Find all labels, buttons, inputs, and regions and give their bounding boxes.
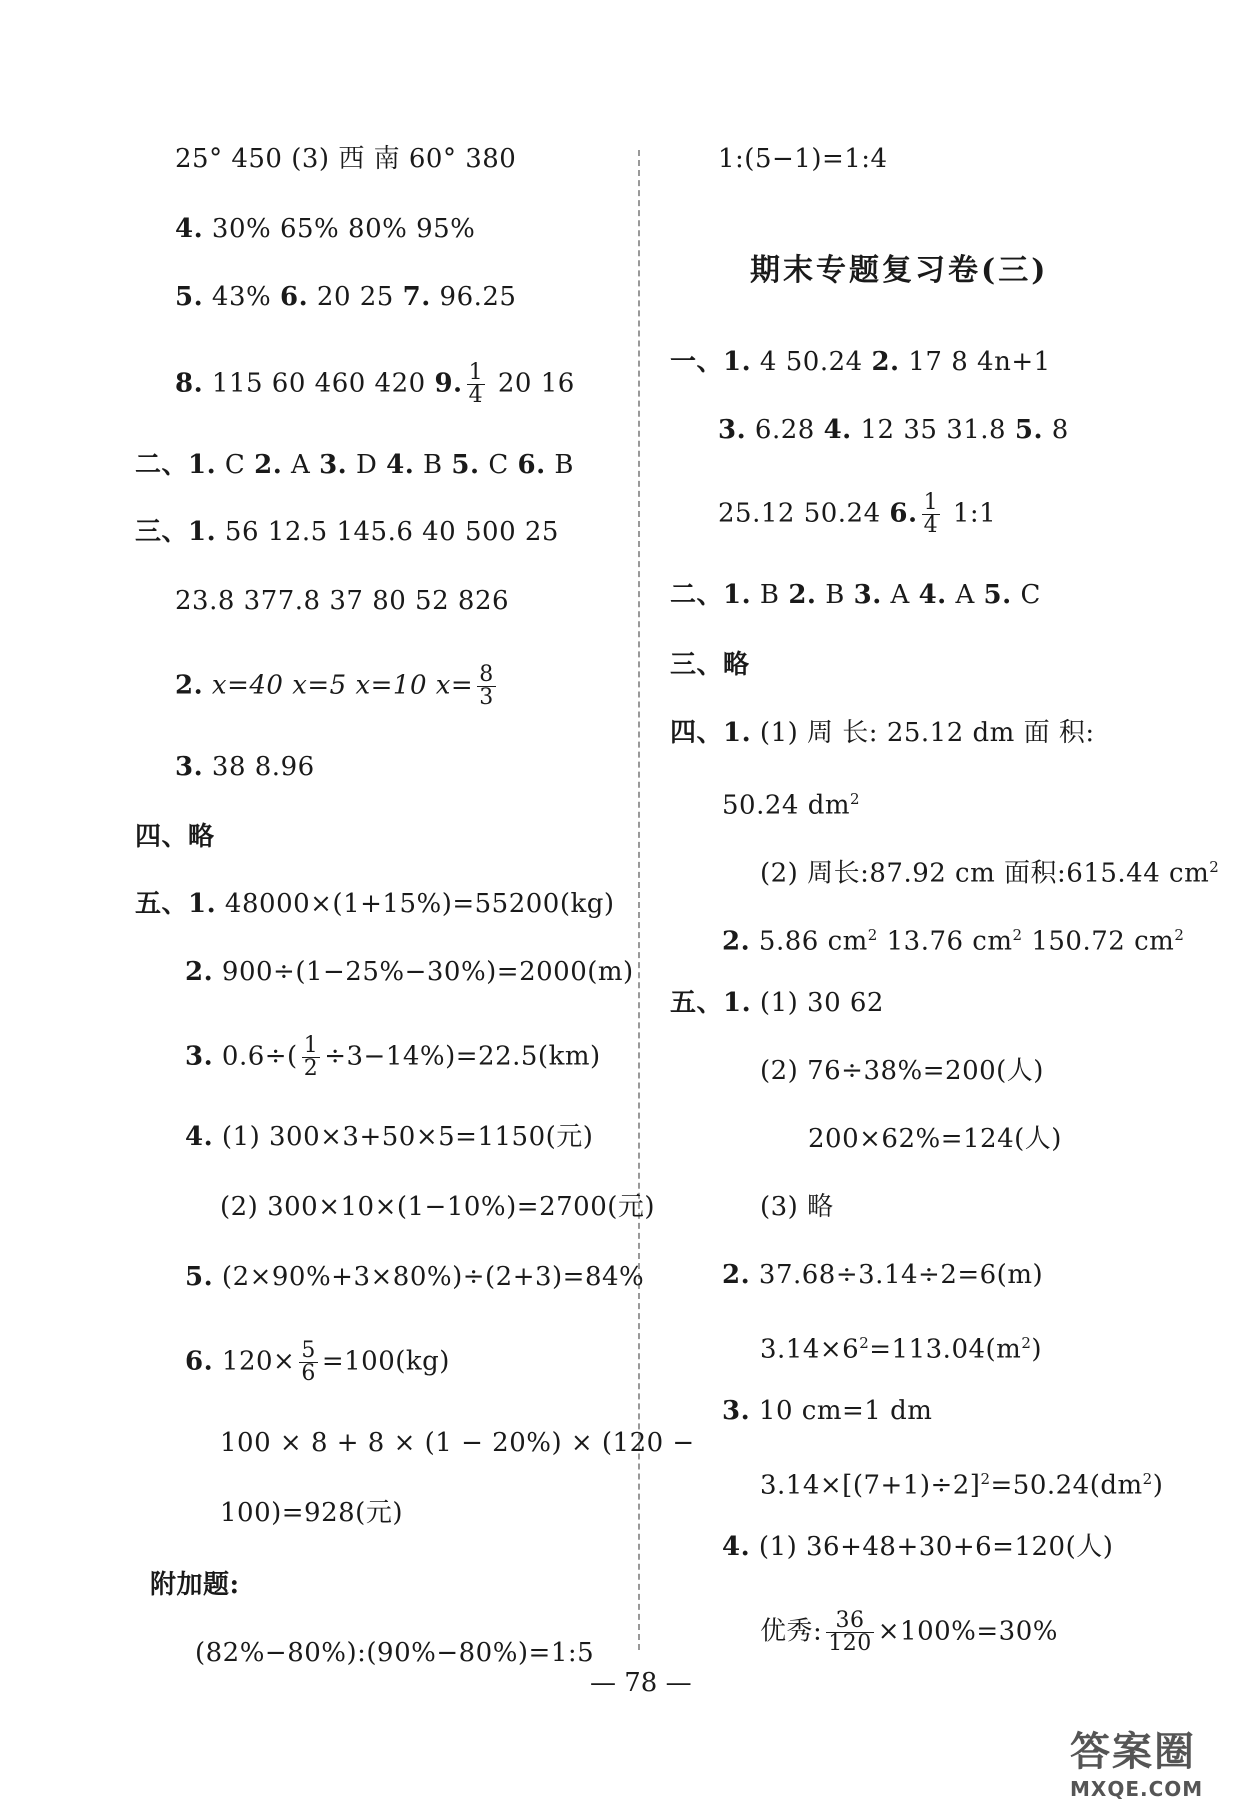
answer-line: $3.14\times 6^2=113.04(m^2)$ xyxy=(760,1334,1043,1365)
answer-line: 3. 10 cm=1 dm xyxy=(722,1396,933,1426)
answer-line: 4. (1) 300×3+50×5=1150(元) xyxy=(185,1122,594,1152)
fraction: $\frac{1}{4}$ xyxy=(923,490,939,538)
answer-line: 五、1. (1) 30 62 xyxy=(670,988,884,1018)
answer-line: 4. 30% 65% 80% 95% xyxy=(175,214,476,244)
answer-line: 200×62%=124(人) xyxy=(808,1124,1062,1154)
answer-line: 100 × 8 + 8 × (1 − 20%) × (120 − xyxy=(220,1428,695,1458)
answer-line: 2. 900÷(1−25%−30%)=2000(m) xyxy=(185,957,634,987)
answer-line: 优秀: $\frac{36}{120}$ ×100%=30% xyxy=(760,1608,1058,1656)
answer-line: 25.12 50.24 6. $\frac{1}{4}$ 1:1 xyxy=(718,490,997,538)
section-heading: 附加题: xyxy=(150,1570,240,1600)
page-number: — 78 — xyxy=(590,1668,692,1698)
answer-line: 23.8 377.8 37 80 52 826 xyxy=(175,586,510,616)
section-heading: 三、略 xyxy=(670,650,750,680)
watermark-logo: 答案圈 MXQE.COM xyxy=(1070,1728,1204,1801)
fraction: $\frac{36}{120}$ xyxy=(828,1608,872,1656)
answer-line: 2. 37.68÷3.14÷2=6(m) xyxy=(722,1260,1044,1290)
fraction: $\frac{1}{4}$ xyxy=(468,360,484,408)
answer-line: 四、1. (1) 周 长: 25.12 dm 面 积: xyxy=(670,718,1095,748)
answer-line: 2. 5.86 $cm^2$ 13.76 $cm^2$ 150.72 $cm^2$ xyxy=(722,926,1185,957)
column-divider xyxy=(638,150,640,1650)
answer-line: (2) 76÷38%=200(人) xyxy=(760,1056,1044,1086)
answer-line: 二、1. C 2. A 3. D 4. B 5. C 6. B xyxy=(135,450,575,480)
answer-line: 6. 120× $\frac{5}{6}$ =100(kg) xyxy=(185,1338,450,1386)
answer-line: (82%−80%):(90%−80%)=1:5 xyxy=(195,1638,595,1668)
answer-line: 二、1. B 2. B 3. A 4. A 5. C xyxy=(670,580,1041,610)
fraction: $\frac{5}{6}$ xyxy=(301,1338,316,1386)
section-heading: 四、略 xyxy=(135,822,215,852)
answer-line: (2) 300×10×(1−10%)=2700(元) xyxy=(220,1192,656,1222)
answer-line: 3. 38 8.96 xyxy=(175,752,315,782)
answer-line: 100)=928(元) xyxy=(220,1498,403,1528)
fraction: $\frac{1}{2}$ xyxy=(303,1033,319,1081)
answer-line: 三、1. 56 12.5 145.6 40 500 25 xyxy=(135,517,559,547)
answer-line: (3) 略 xyxy=(760,1192,834,1222)
answer-line: 五、1. 48000×(1+15%)=55200(kg) xyxy=(135,889,615,919)
answer-line: 25° 450 (3) 西 南 60° 380 xyxy=(175,144,517,174)
answer-line: 5. (2×90%+3×80%)÷(2+3)=84% xyxy=(185,1262,645,1292)
answer-line: 50.24 $dm^2$ xyxy=(722,790,861,821)
answer-line: 8. 115 60 460 420 9. $\frac{1}{4}$ 20 16 xyxy=(175,360,575,408)
section-title: 期末专题复习卷(三) xyxy=(750,253,1049,288)
answer-line: $3.14\times[(7+1)\div 2]^2=50.24(dm^2)$ xyxy=(760,1470,1164,1501)
answer-line: 1:(5−1)=1:4 xyxy=(718,144,888,174)
answer-line: 5. 43% 6. 20 25 7. 96.25 xyxy=(175,282,517,312)
answer-line: 2. x=40 x=5 x=10 x= $\frac{8}{3}$ xyxy=(175,662,494,710)
fraction: $\frac{8}{3}$ xyxy=(479,662,494,710)
answer-line: (2) 周长:87.92 cm 面积:615.44 $cm^2$ xyxy=(760,858,1220,889)
answer-line: 4. (1) 36+48+30+6=120(人) xyxy=(722,1532,1114,1562)
answer-line: 一、1. 4 50.24 2. 17 8 4n+1 xyxy=(670,347,1051,377)
answer-line: 3. 0.6÷( $\frac{1}{2}$ ÷3−14%)=22.5(km) xyxy=(185,1033,601,1081)
answer-line: 3. 6.28 4. 12 35 31.8 5. 8 xyxy=(718,415,1069,445)
